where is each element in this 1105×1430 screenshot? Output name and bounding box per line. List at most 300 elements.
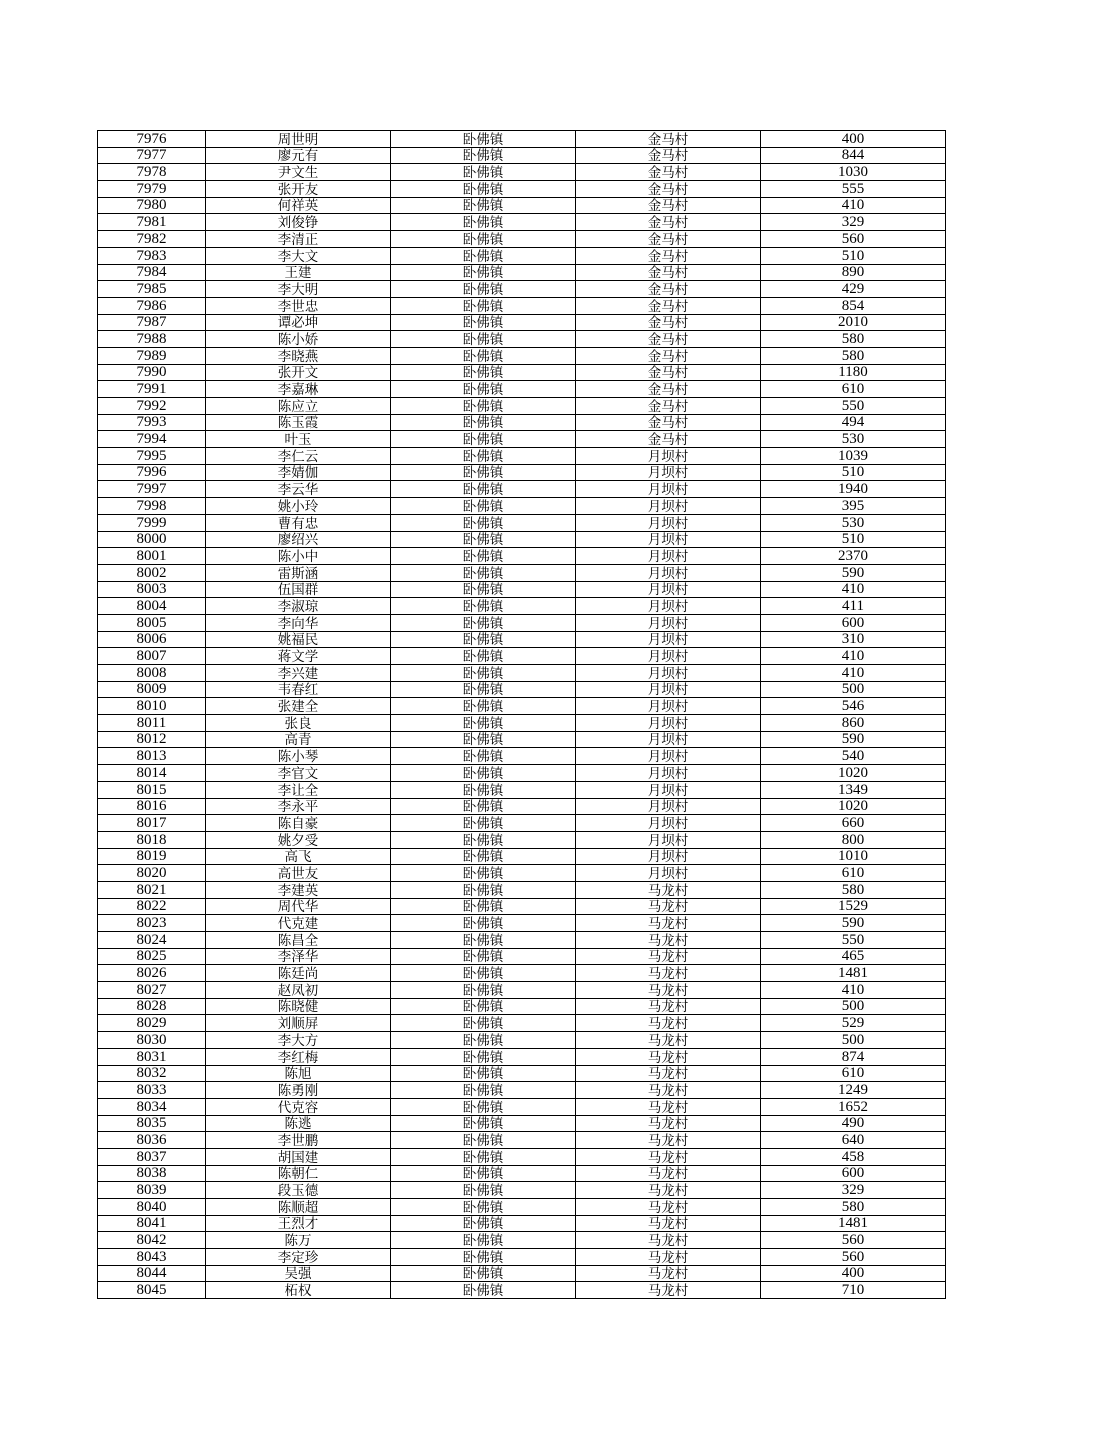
town-cell: 卧佛镇 <box>391 364 576 381</box>
row-number-cell: 8045 <box>98 1282 206 1299</box>
table-row <box>98 1048 946 1065</box>
name-cell: 曹有忠 <box>206 514 391 531</box>
name-cell: 谭必坤 <box>206 314 391 331</box>
row-number-cell: 8027 <box>98 982 206 999</box>
town-cell: 卧佛镇 <box>391 1182 576 1199</box>
table-row <box>98 1232 946 1249</box>
amount-cell: 1180 <box>761 364 946 381</box>
amount-cell: 560 <box>761 231 946 248</box>
town-cell: 卧佛镇 <box>391 1265 576 1282</box>
amount-cell: 529 <box>761 1015 946 1032</box>
amount-cell: 530 <box>761 431 946 448</box>
amount-cell: 610 <box>761 381 946 398</box>
town-cell: 卧佛镇 <box>391 798 576 815</box>
table-row <box>98 1015 946 1032</box>
table-row <box>98 614 946 631</box>
village-cell: 月坝村 <box>576 614 761 631</box>
town-cell: 卧佛镇 <box>391 331 576 348</box>
amount-cell: 610 <box>761 865 946 882</box>
table-row <box>98 398 946 415</box>
village-cell: 马龙村 <box>576 1148 761 1165</box>
town-cell: 卧佛镇 <box>391 698 576 715</box>
row-number-cell: 8014 <box>98 765 206 782</box>
village-cell: 马龙村 <box>576 1065 761 1082</box>
town-cell: 卧佛镇 <box>391 498 576 515</box>
table-row <box>98 564 946 581</box>
town-cell: 卧佛镇 <box>391 197 576 214</box>
table-row <box>98 1032 946 1049</box>
data-table <box>97 130 946 1299</box>
table-row <box>98 231 946 248</box>
name-cell: 陈自豪 <box>206 815 391 832</box>
table-row <box>98 681 946 698</box>
name-cell: 陈勇刚 <box>206 1082 391 1099</box>
amount-cell: 510 <box>761 531 946 548</box>
town-cell: 卧佛镇 <box>391 381 576 398</box>
town-cell: 卧佛镇 <box>391 665 576 682</box>
town-cell: 卧佛镇 <box>391 1032 576 1049</box>
name-cell: 李兴建 <box>206 665 391 682</box>
village-cell: 月坝村 <box>576 798 761 815</box>
town-cell: 卧佛镇 <box>391 1165 576 1182</box>
row-number-cell: 8030 <box>98 1032 206 1049</box>
row-number-cell: 7985 <box>98 281 206 298</box>
village-cell: 马龙村 <box>576 915 761 932</box>
row-number-cell: 7995 <box>98 448 206 465</box>
table-row <box>98 1082 946 1099</box>
row-number-cell: 8007 <box>98 648 206 665</box>
table-row <box>98 1115 946 1132</box>
row-number-cell: 7988 <box>98 331 206 348</box>
village-cell: 马龙村 <box>576 1165 761 1182</box>
name-cell: 刘顺屏 <box>206 1015 391 1032</box>
name-cell: 李让全 <box>206 781 391 798</box>
table-row <box>98 932 946 949</box>
table-row <box>98 965 946 982</box>
table-row <box>98 998 946 1015</box>
row-number-cell: 8002 <box>98 564 206 581</box>
village-cell: 马龙村 <box>576 1098 761 1115</box>
name-cell: 李世鹏 <box>206 1132 391 1149</box>
table-row <box>98 1249 946 1266</box>
amount-cell: 510 <box>761 247 946 264</box>
town-cell: 卧佛镇 <box>391 131 576 148</box>
table-row <box>98 982 946 999</box>
row-number-cell: 8037 <box>98 1148 206 1165</box>
name-cell: 张建全 <box>206 698 391 715</box>
village-cell: 马龙村 <box>576 1132 761 1149</box>
town-cell: 卧佛镇 <box>391 448 576 465</box>
amount-cell: 1652 <box>761 1098 946 1115</box>
name-cell: 李大文 <box>206 247 391 264</box>
amount-cell: 890 <box>761 264 946 281</box>
table-row <box>98 848 946 865</box>
town-cell: 卧佛镇 <box>391 147 576 164</box>
town-cell: 卧佛镇 <box>391 815 576 832</box>
amount-cell: 410 <box>761 648 946 665</box>
town-cell: 卧佛镇 <box>391 715 576 732</box>
village-cell: 金马村 <box>576 231 761 248</box>
village-cell: 马龙村 <box>576 1115 761 1132</box>
village-cell: 金马村 <box>576 247 761 264</box>
row-number-cell: 8034 <box>98 1098 206 1115</box>
village-cell: 马龙村 <box>576 1048 761 1065</box>
amount-cell: 1030 <box>761 164 946 181</box>
table-row <box>98 197 946 214</box>
table-row <box>98 865 946 882</box>
amount-cell: 411 <box>761 598 946 615</box>
town-cell: 卧佛镇 <box>391 548 576 565</box>
name-cell: 李官文 <box>206 765 391 782</box>
village-cell: 金马村 <box>576 297 761 314</box>
town-cell: 卧佛镇 <box>391 514 576 531</box>
village-cell: 月坝村 <box>576 648 761 665</box>
village-cell: 月坝村 <box>576 548 761 565</box>
amount-cell: 490 <box>761 1115 946 1132</box>
amount-cell: 410 <box>761 665 946 682</box>
row-number-cell: 8023 <box>98 915 206 932</box>
name-cell: 陈晓健 <box>206 998 391 1015</box>
row-number-cell: 8025 <box>98 948 206 965</box>
village-cell: 月坝村 <box>576 448 761 465</box>
name-cell: 李红梅 <box>206 1048 391 1065</box>
village-cell: 马龙村 <box>576 965 761 982</box>
village-cell: 月坝村 <box>576 514 761 531</box>
name-cell: 李向华 <box>206 614 391 631</box>
table-row <box>98 181 946 198</box>
row-number-cell: 8004 <box>98 598 206 615</box>
name-cell: 柘权 <box>206 1282 391 1299</box>
row-number-cell: 7987 <box>98 314 206 331</box>
village-cell: 金马村 <box>576 281 761 298</box>
row-number-cell: 7990 <box>98 364 206 381</box>
table-row <box>98 431 946 448</box>
amount-cell: 1349 <box>761 781 946 798</box>
name-cell: 陈逃 <box>206 1115 391 1132</box>
town-cell: 卧佛镇 <box>391 681 576 698</box>
amount-cell: 540 <box>761 748 946 765</box>
row-number-cell: 8035 <box>98 1115 206 1132</box>
row-number-cell: 8033 <box>98 1082 206 1099</box>
table-row <box>98 331 946 348</box>
table-row <box>98 464 946 481</box>
village-cell: 马龙村 <box>576 1199 761 1216</box>
name-cell: 周世明 <box>206 131 391 148</box>
table-row <box>98 1065 946 1082</box>
amount-cell: 560 <box>761 1232 946 1249</box>
name-cell: 陈万 <box>206 1232 391 1249</box>
village-cell: 金马村 <box>576 431 761 448</box>
table-row <box>98 765 946 782</box>
village-cell: 月坝村 <box>576 581 761 598</box>
amount-cell: 600 <box>761 614 946 631</box>
amount-cell: 590 <box>761 731 946 748</box>
town-cell: 卧佛镇 <box>391 614 576 631</box>
table-row <box>98 665 946 682</box>
row-number-cell: 8038 <box>98 1165 206 1182</box>
amount-cell: 410 <box>761 982 946 999</box>
town-cell: 卧佛镇 <box>391 414 576 431</box>
amount-cell: 550 <box>761 398 946 415</box>
row-number-cell: 8000 <box>98 531 206 548</box>
town-cell: 卧佛镇 <box>391 297 576 314</box>
table-row <box>98 481 946 498</box>
village-cell: 月坝村 <box>576 598 761 615</box>
village-cell: 月坝村 <box>576 631 761 648</box>
village-cell: 马龙村 <box>576 1215 761 1232</box>
village-cell: 月坝村 <box>576 715 761 732</box>
amount-cell: 458 <box>761 1148 946 1165</box>
row-number-cell: 8024 <box>98 932 206 949</box>
name-cell: 胡国建 <box>206 1148 391 1165</box>
town-cell: 卧佛镇 <box>391 598 576 615</box>
village-cell: 马龙村 <box>576 898 761 915</box>
village-cell: 金马村 <box>576 364 761 381</box>
table-row <box>98 531 946 548</box>
table-row <box>98 631 946 648</box>
amount-cell: 844 <box>761 147 946 164</box>
town-cell: 卧佛镇 <box>391 631 576 648</box>
village-cell: 马龙村 <box>576 881 761 898</box>
village-cell: 月坝村 <box>576 865 761 882</box>
row-number-cell: 8013 <box>98 748 206 765</box>
row-number-cell: 8044 <box>98 1265 206 1282</box>
village-cell: 马龙村 <box>576 998 761 1015</box>
town-cell: 卧佛镇 <box>391 765 576 782</box>
town-cell: 卧佛镇 <box>391 898 576 915</box>
table-row <box>98 297 946 314</box>
village-cell: 马龙村 <box>576 948 761 965</box>
town-cell: 卧佛镇 <box>391 948 576 965</box>
town-cell: 卧佛镇 <box>391 247 576 264</box>
row-number-cell: 8022 <box>98 898 206 915</box>
town-cell: 卧佛镇 <box>391 1065 576 1082</box>
town-cell: 卧佛镇 <box>391 748 576 765</box>
village-cell: 金马村 <box>576 381 761 398</box>
table-row <box>98 648 946 665</box>
town-cell: 卧佛镇 <box>391 865 576 882</box>
town-cell: 卧佛镇 <box>391 564 576 581</box>
row-number-cell: 8001 <box>98 548 206 565</box>
row-number-cell: 8009 <box>98 681 206 698</box>
amount-cell: 500 <box>761 1032 946 1049</box>
amount-cell: 874 <box>761 1048 946 1065</box>
name-cell: 姚夕受 <box>206 831 391 848</box>
name-cell: 李嘉琳 <box>206 381 391 398</box>
name-cell: 陈昌全 <box>206 932 391 949</box>
table-row <box>98 147 946 164</box>
row-number-cell: 8042 <box>98 1232 206 1249</box>
amount-cell: 1020 <box>761 765 946 782</box>
village-cell: 金马村 <box>576 131 761 148</box>
row-number-cell: 7999 <box>98 514 206 531</box>
amount-cell: 560 <box>761 1249 946 1266</box>
amount-cell: 1529 <box>761 898 946 915</box>
table-row <box>98 731 946 748</box>
village-cell: 月坝村 <box>576 748 761 765</box>
village-cell: 金马村 <box>576 347 761 364</box>
amount-cell: 546 <box>761 698 946 715</box>
row-number-cell: 7998 <box>98 498 206 515</box>
row-number-cell: 7989 <box>98 347 206 364</box>
table-row <box>98 314 946 331</box>
town-cell: 卧佛镇 <box>391 915 576 932</box>
table-row <box>98 948 946 965</box>
row-number-cell: 8008 <box>98 665 206 682</box>
town-cell: 卧佛镇 <box>391 648 576 665</box>
name-cell: 陈玉霞 <box>206 414 391 431</box>
town-cell: 卧佛镇 <box>391 1215 576 1232</box>
town-cell: 卧佛镇 <box>391 998 576 1015</box>
name-cell: 王烈才 <box>206 1215 391 1232</box>
row-number-cell: 8003 <box>98 581 206 598</box>
name-cell: 姚小玲 <box>206 498 391 515</box>
table-row <box>98 581 946 598</box>
town-cell: 卧佛镇 <box>391 1148 576 1165</box>
town-cell: 卧佛镇 <box>391 982 576 999</box>
village-cell: 马龙村 <box>576 982 761 999</box>
row-number-cell: 8028 <box>98 998 206 1015</box>
name-cell: 李定珍 <box>206 1249 391 1266</box>
name-cell: 李泽华 <box>206 948 391 965</box>
name-cell: 李云华 <box>206 481 391 498</box>
village-cell: 月坝村 <box>576 765 761 782</box>
row-number-cell: 8021 <box>98 881 206 898</box>
name-cell: 李清正 <box>206 231 391 248</box>
row-number-cell: 8017 <box>98 815 206 832</box>
row-number-cell: 8010 <box>98 698 206 715</box>
table-row <box>98 798 946 815</box>
name-cell: 廖元有 <box>206 147 391 164</box>
amount-cell: 329 <box>761 1182 946 1199</box>
amount-cell: 1249 <box>761 1082 946 1099</box>
name-cell: 王建 <box>206 264 391 281</box>
name-cell: 雷斯涵 <box>206 564 391 581</box>
village-cell: 马龙村 <box>576 1032 761 1049</box>
village-cell: 月坝村 <box>576 681 761 698</box>
town-cell: 卧佛镇 <box>391 1015 576 1032</box>
row-number-cell: 7994 <box>98 431 206 448</box>
town-cell: 卧佛镇 <box>391 1048 576 1065</box>
village-cell: 金马村 <box>576 181 761 198</box>
name-cell: 陈小中 <box>206 548 391 565</box>
village-cell: 月坝村 <box>576 464 761 481</box>
row-number-cell: 8005 <box>98 614 206 631</box>
row-number-cell: 7993 <box>98 414 206 431</box>
town-cell: 卧佛镇 <box>391 731 576 748</box>
name-cell: 李建英 <box>206 881 391 898</box>
row-number-cell: 8036 <box>98 1132 206 1149</box>
table-row <box>98 1199 946 1216</box>
table-row <box>98 381 946 398</box>
name-cell: 李大明 <box>206 281 391 298</box>
village-cell: 马龙村 <box>576 1249 761 1266</box>
row-number-cell: 8026 <box>98 965 206 982</box>
village-cell: 马龙村 <box>576 1265 761 1282</box>
amount-cell: 640 <box>761 1132 946 1149</box>
table-row <box>98 781 946 798</box>
amount-cell: 860 <box>761 715 946 732</box>
amount-cell: 494 <box>761 414 946 431</box>
amount-cell: 400 <box>761 1265 946 1282</box>
amount-cell: 500 <box>761 998 946 1015</box>
table-row <box>98 164 946 181</box>
amount-cell: 530 <box>761 514 946 531</box>
amount-cell: 580 <box>761 1199 946 1216</box>
row-number-cell: 8043 <box>98 1249 206 1266</box>
row-number-cell: 8040 <box>98 1199 206 1216</box>
name-cell: 张开文 <box>206 364 391 381</box>
amount-cell: 400 <box>761 131 946 148</box>
amount-cell: 600 <box>761 1165 946 1182</box>
row-number-cell: 8029 <box>98 1015 206 1032</box>
amount-cell: 550 <box>761 932 946 949</box>
amount-cell: 800 <box>761 831 946 848</box>
village-cell: 金马村 <box>576 214 761 231</box>
name-cell: 高青 <box>206 731 391 748</box>
amount-cell: 610 <box>761 1065 946 1082</box>
amount-cell: 580 <box>761 347 946 364</box>
row-number-cell: 7986 <box>98 297 206 314</box>
table-row <box>98 748 946 765</box>
row-number-cell: 7982 <box>98 231 206 248</box>
name-cell: 高世友 <box>206 865 391 882</box>
village-cell: 月坝村 <box>576 531 761 548</box>
name-cell: 何祥英 <box>206 197 391 214</box>
town-cell: 卧佛镇 <box>391 431 576 448</box>
village-cell: 月坝村 <box>576 481 761 498</box>
table-row <box>98 915 946 932</box>
row-number-cell: 7984 <box>98 264 206 281</box>
amount-cell: 710 <box>761 1282 946 1299</box>
row-number-cell: 7983 <box>98 247 206 264</box>
table-row <box>98 264 946 281</box>
town-cell: 卧佛镇 <box>391 231 576 248</box>
town-cell: 卧佛镇 <box>391 481 576 498</box>
village-cell: 金马村 <box>576 164 761 181</box>
village-cell: 金马村 <box>576 197 761 214</box>
village-cell: 金马村 <box>576 414 761 431</box>
amount-cell: 854 <box>761 297 946 314</box>
name-cell: 李晓燕 <box>206 347 391 364</box>
village-cell: 金马村 <box>576 398 761 415</box>
table-row <box>98 448 946 465</box>
table-row <box>98 364 946 381</box>
amount-cell: 660 <box>761 815 946 832</box>
name-cell: 李永平 <box>206 798 391 815</box>
town-cell: 卧佛镇 <box>391 1199 576 1216</box>
amount-cell: 1010 <box>761 848 946 865</box>
town-cell: 卧佛镇 <box>391 214 576 231</box>
village-cell: 金马村 <box>576 314 761 331</box>
amount-cell: 410 <box>761 581 946 598</box>
town-cell: 卧佛镇 <box>391 881 576 898</box>
table-row <box>98 1182 946 1199</box>
amount-cell: 1039 <box>761 448 946 465</box>
town-cell: 卧佛镇 <box>391 781 576 798</box>
village-cell: 月坝村 <box>576 665 761 682</box>
village-cell: 马龙村 <box>576 1282 761 1299</box>
row-number-cell: 8031 <box>98 1048 206 1065</box>
row-number-cell: 8006 <box>98 631 206 648</box>
name-cell: 陈廷尚 <box>206 965 391 982</box>
amount-cell: 1481 <box>761 965 946 982</box>
row-number-cell: 8011 <box>98 715 206 732</box>
village-cell: 月坝村 <box>576 815 761 832</box>
table-row <box>98 347 946 364</box>
village-cell: 马龙村 <box>576 1082 761 1099</box>
table-body <box>98 131 946 1299</box>
